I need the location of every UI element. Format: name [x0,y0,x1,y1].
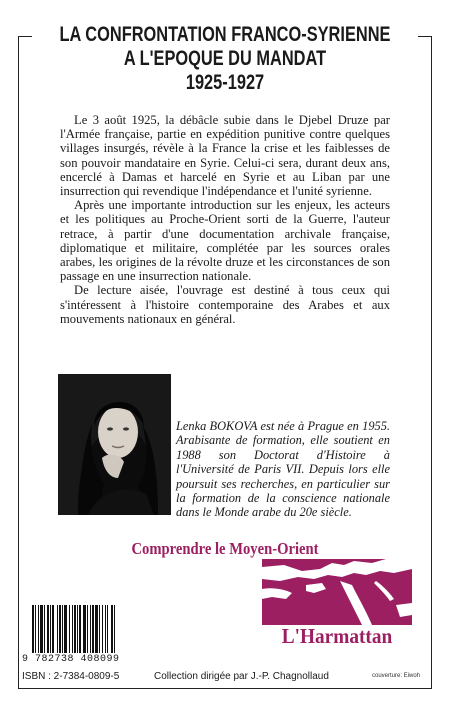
description-paragraph-1: Le 3 août 1925, la débâcle subie dans le Djebel Druze par l'Armée française, partie en expédition punitive contre quelques villages insurgés, révèle à la France la crise et les faiblesses de son pouvoir mandataire en Syrie. Celui-ci sera, durant deux ans, encerclé à Damas et harcelé en Syrie et au Liban par une insurrection qui revendique l'indépendance et l'unité syrienne. [60,113,390,199]
description-paragraph-3: De lecture aisée, l'ouvrage est destiné à tous ceux qui s'intéressent à l'histoire contemporaine des Arabes et aux mouvements nationaux en général. [60,283,390,326]
description-paragraph-2: Après une importante introduction sur les enjeux, les acteurs et les politiques au Proche-Orient sorti de la Guerre, l'auteur retrace, à partir d'une documentation archivale française, diplomatique et militaire, complétée par les sources orales arabes, les origines de la révolte druze et les circonstances de son passage en une insurrection nationale. [60,198,390,284]
barcode [22,605,158,665]
title-line-1: LA CONFRONTATION FRANCO-SYRIENNE [59,23,391,46]
barcode-number: 9 782738 408099 [22,654,120,665]
barcode-bar [114,605,115,653]
cover-credit: couverture: Eiwoh [372,673,421,679]
author-bio: Lenka BOKOVA est née à Prague en 1955. Arabisante de formation, elle soutient en 1988 son Doctorat d'Histoire à l'Université de Paris VII. Depuis lors elle poursuit ses recherches, en particulier sur la formation de la conscience nationale dans le Monde arabe du 20e siècle. [176,419,390,520]
series-name: Comprendre le Moyen-Orient [131,539,319,558]
title-line-3: 1925-1927 [185,71,265,94]
barcode-bars [32,605,152,653]
collection-editor: Collection dirigée par J.-P. Chagnollaud [154,671,329,682]
author-photo [58,374,171,515]
book-description [60,113,390,326]
isbn-label: ISBN : 2-7384-0809-5 [22,671,120,682]
title-line-2: A L'EPOQUE DU MANDAT [123,47,327,70]
publisher-name: L'Harmattan [281,624,393,648]
middle-east-map-logo [262,559,412,625]
